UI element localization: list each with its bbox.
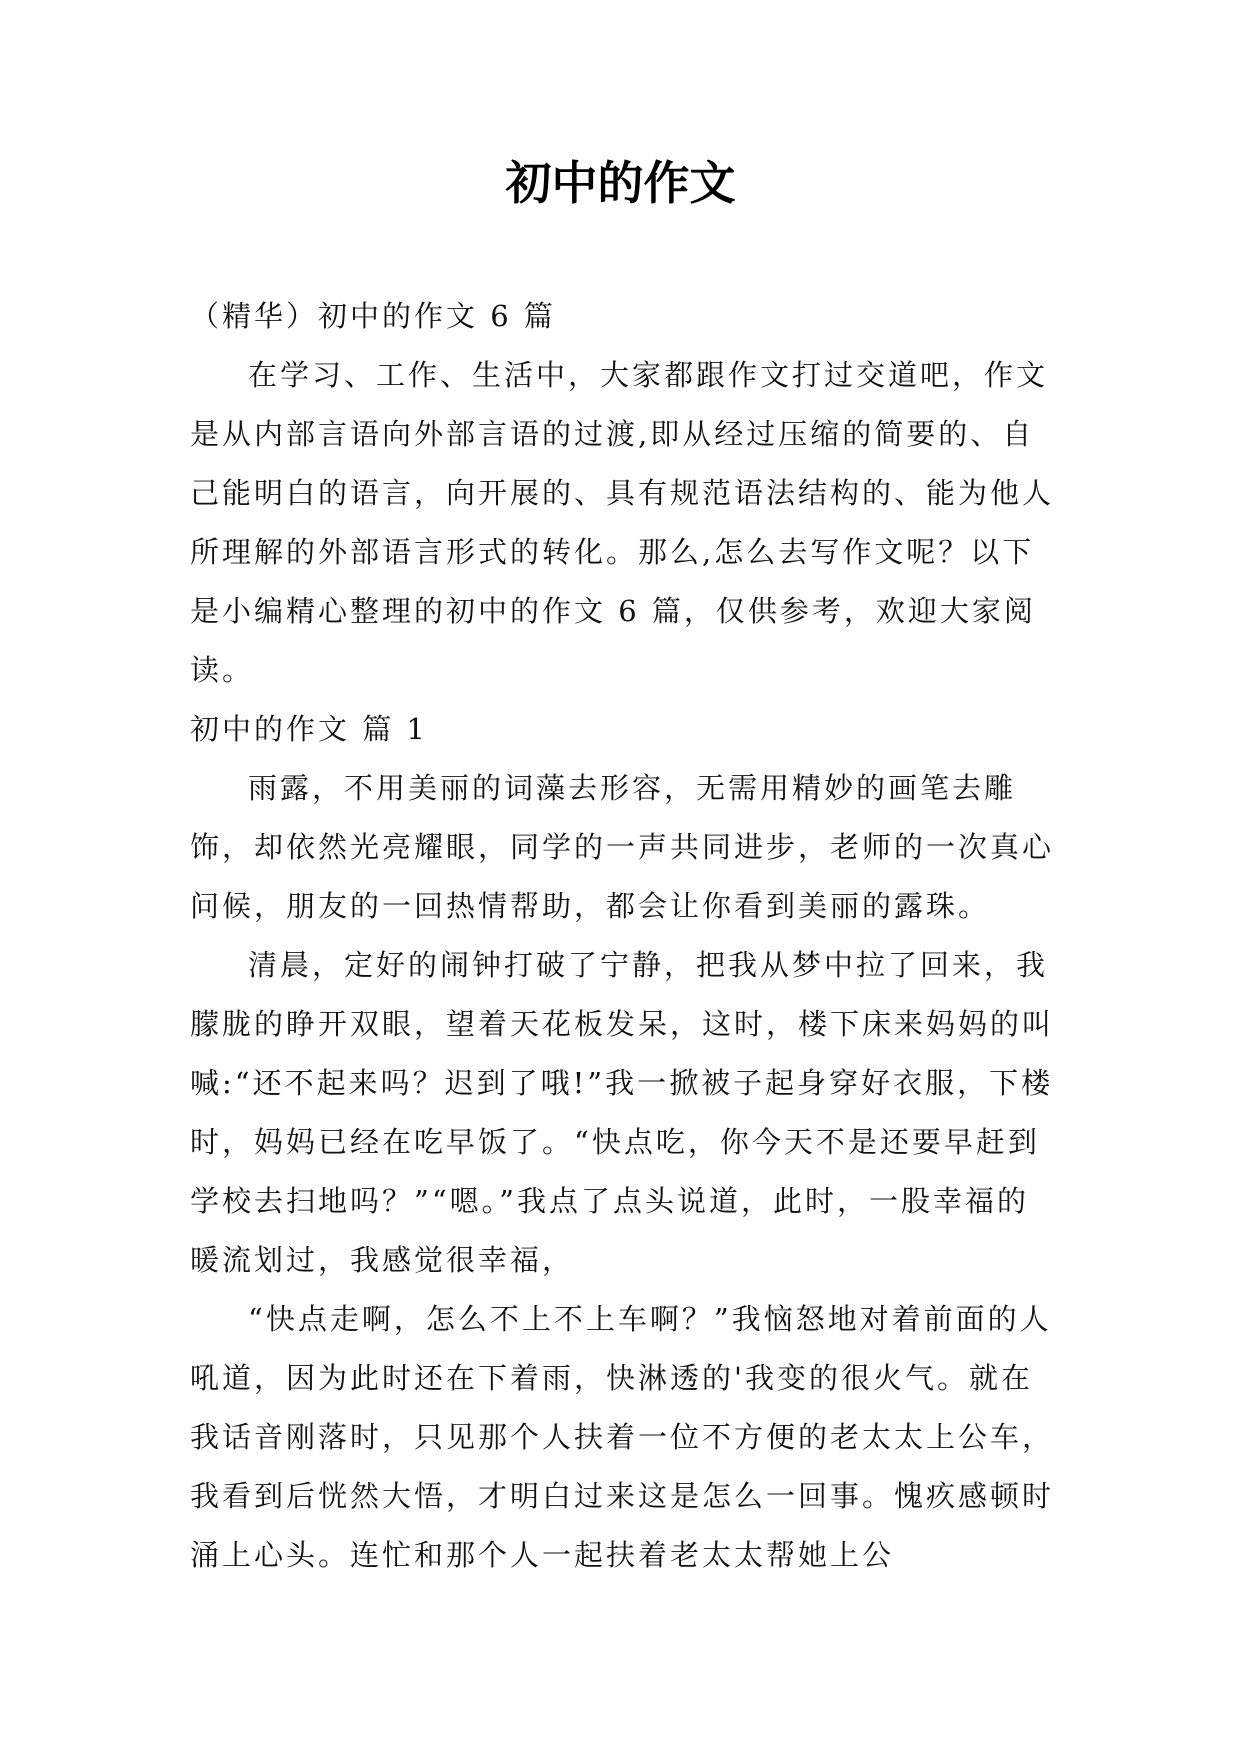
document-title: 初中的作文: [505, 156, 736, 210]
document-subtitle: （精华）初中的作文 6 篇: [190, 299, 556, 333]
body-paragraph: 雨露，不用美丽的词藻去形容，无需用精妙的画笔去雕饰，却依然光亮耀眼，同学的一声共同进步，老师的一次真心问候，朋友的一回热情帮助，都会让你看到美丽的露珠。: [190, 771, 1055, 923]
document-body: [190, 287, 1060, 1585]
body-paragraph: “快点走啊，怎么不上不上车啊？”我恼怒地对着前面的人吼道，因为此时还在下着雨，快淋透的'我变的很火气。就在我话音刚落时，只见那个人扶着一位不方便的老太太上公车，我看到后恍然大悟，才明白过来这是怎么一回事。愧疚感顿时涌上心头。连忙和那个人一起扶着老太太帮她上公: [190, 1302, 1055, 1572]
intro-paragraph: 在学习、工作、生活中，大家都跟作文打过交道吧，作文是从内部言语向外部言语的过渡,即从经过压缩的简要的、自己能明白的语言，向开展的、具有规范语法结构的、能为他人所理解的外部语言形式的转化。那么,怎么去写作文呢？以下是小编精心整理的初中的作文 6 篇，仅供参考，欢迎大家阅读。: [190, 358, 1055, 687]
section-heading: 初中的作文 篇 1: [190, 712, 428, 746]
body-paragraph: 清晨，定好的闹钟打破了宁静，把我从梦中拉了回来，我朦胧的睁开双眼，望着天花板发呆，这时，楼下床来妈妈的叫喊:“还不起来吗？迟到了哦!”我一掀被子起身穿好衣服，下楼时，妈妈已经在吃早饭了。“快点吃，你今天不是还要早赶到学校去扫地吗？”“嗯。”我点了点头说道，此时，一股幸福的暖流划过，我感觉很幸福，: [190, 948, 1055, 1277]
